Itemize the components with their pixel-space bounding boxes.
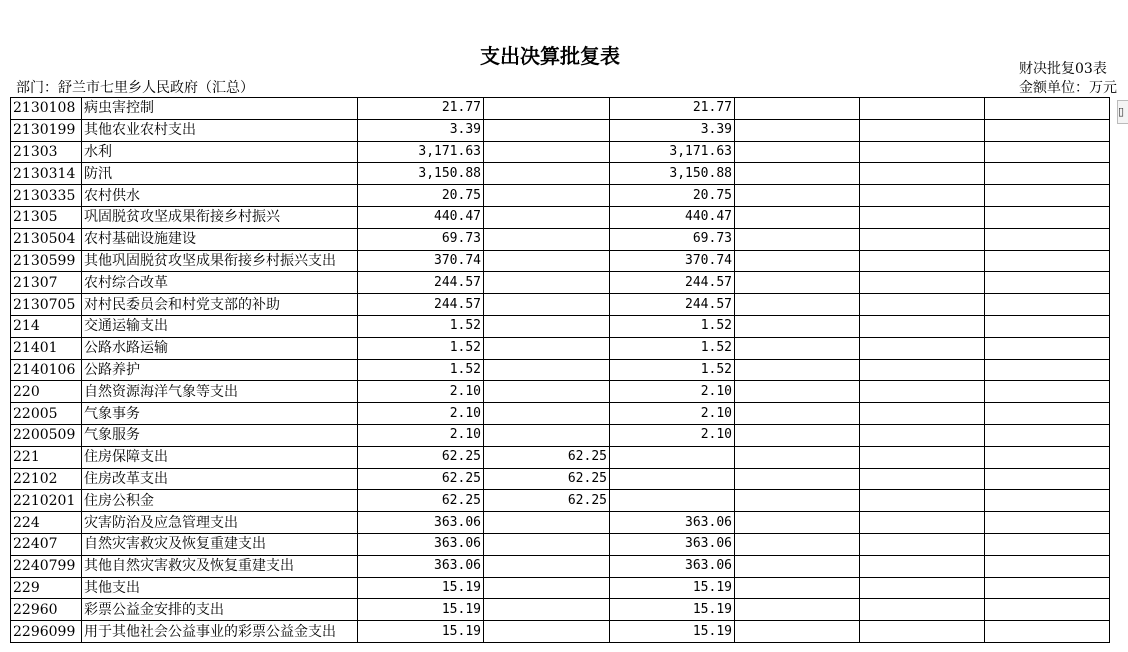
table-row xyxy=(11,446,1110,468)
account-name-cell: 住房保障支出 xyxy=(82,446,358,468)
account-code-cell: 21305 xyxy=(11,206,82,228)
amount-cell-5 xyxy=(860,294,985,316)
total-amount-cell: 21.77 xyxy=(358,98,484,120)
amount-cell-4 xyxy=(735,294,860,316)
basic-expenditure-cell: 62.25 xyxy=(484,446,610,468)
amount-cell-4 xyxy=(735,555,860,577)
amount-cell-6 xyxy=(985,272,1110,294)
amount-cell-4 xyxy=(735,98,860,120)
amount-cell-5 xyxy=(860,533,985,555)
amount-cell-5 xyxy=(860,98,985,120)
account-name-cell: 农村基础设施建设 xyxy=(82,228,358,250)
basic-expenditure-cell xyxy=(484,315,610,337)
amount-cell-4 xyxy=(735,446,860,468)
amount-cell-5 xyxy=(860,381,985,403)
account-code-cell: 2140106 xyxy=(11,359,82,381)
table-row xyxy=(11,359,1110,381)
amount-cell-4 xyxy=(735,163,860,185)
basic-expenditure-cell xyxy=(484,272,610,294)
total-amount-cell: 244.57 xyxy=(358,294,484,316)
total-amount-cell: 62.25 xyxy=(358,490,484,512)
amount-cell-5 xyxy=(860,185,985,207)
amount-cell-5 xyxy=(860,337,985,359)
amount-cell-4 xyxy=(735,337,860,359)
amount-cell-6 xyxy=(985,446,1110,468)
account-code-cell: 2200509 xyxy=(11,424,82,446)
total-amount-cell: 440.47 xyxy=(358,206,484,228)
project-expenditure-cell: 3,150.88 xyxy=(610,163,735,185)
basic-expenditure-cell xyxy=(484,250,610,272)
amount-cell-4 xyxy=(735,228,860,250)
amount-cell-5 xyxy=(860,424,985,446)
project-expenditure-cell xyxy=(610,490,735,512)
total-amount-cell: 15.19 xyxy=(358,577,484,599)
account-code-cell: 21401 xyxy=(11,337,82,359)
amount-cell-5 xyxy=(860,446,985,468)
account-code-cell: 2130108 xyxy=(11,98,82,120)
table-row xyxy=(11,228,1110,250)
project-expenditure-cell: 363.06 xyxy=(610,512,735,534)
table-row xyxy=(11,599,1110,621)
amount-cell-5 xyxy=(860,621,985,643)
amount-cell-4 xyxy=(735,599,860,621)
basic-expenditure-cell xyxy=(484,98,610,120)
basic-expenditure-cell xyxy=(484,294,610,316)
amount-cell-4 xyxy=(735,359,860,381)
amount-cell-5 xyxy=(860,315,985,337)
account-name-cell: 其他自然灾害救灾及恢复重建支出 xyxy=(82,555,358,577)
amount-cell-5 xyxy=(860,163,985,185)
amount-cell-5 xyxy=(860,359,985,381)
amount-cell-5 xyxy=(860,512,985,534)
account-code-cell: 2240799 xyxy=(11,555,82,577)
amount-cell-6 xyxy=(985,490,1110,512)
amount-cell-4 xyxy=(735,424,860,446)
project-expenditure-cell: 2.10 xyxy=(610,381,735,403)
account-name-cell: 其他农业农村支出 xyxy=(82,119,358,141)
project-expenditure-cell: 69.73 xyxy=(610,228,735,250)
table-row xyxy=(11,512,1110,534)
account-code-cell: 2130199 xyxy=(11,119,82,141)
table-row xyxy=(11,337,1110,359)
amount-cell-5 xyxy=(860,119,985,141)
project-expenditure-cell: 15.19 xyxy=(610,577,735,599)
project-expenditure-cell: 363.06 xyxy=(610,533,735,555)
amount-cell-4 xyxy=(735,621,860,643)
basic-expenditure-cell xyxy=(484,577,610,599)
account-name-cell: 公路养护 xyxy=(82,359,358,381)
amount-cell-5 xyxy=(860,403,985,425)
basic-expenditure-cell xyxy=(484,119,610,141)
project-expenditure-cell: 3.39 xyxy=(610,119,735,141)
total-amount-cell: 1.52 xyxy=(358,315,484,337)
amount-cell-6 xyxy=(985,533,1110,555)
total-amount-cell: 363.06 xyxy=(358,512,484,534)
project-expenditure-cell: 370.74 xyxy=(610,250,735,272)
table-row xyxy=(11,206,1110,228)
account-name-cell: 自然灾害救灾及恢复重建支出 xyxy=(82,533,358,555)
basic-expenditure-cell: 62.25 xyxy=(484,468,610,490)
table-row xyxy=(11,250,1110,272)
table-row xyxy=(11,272,1110,294)
total-amount-cell: 20.75 xyxy=(358,185,484,207)
amount-cell-5 xyxy=(860,141,985,163)
amount-cell-6 xyxy=(985,577,1110,599)
amount-cell-4 xyxy=(735,403,860,425)
table-row xyxy=(11,98,1110,120)
amount-cell-4 xyxy=(735,206,860,228)
basic-expenditure-cell xyxy=(484,163,610,185)
basic-expenditure-cell xyxy=(484,359,610,381)
account-name-cell: 其他支出 xyxy=(82,577,358,599)
account-code-cell: 2130599 xyxy=(11,250,82,272)
total-amount-cell: 370.74 xyxy=(358,250,484,272)
account-code-cell: 214 xyxy=(11,315,82,337)
basic-expenditure-cell xyxy=(484,512,610,534)
basic-expenditure-cell xyxy=(484,599,610,621)
account-code-cell: 21303 xyxy=(11,141,82,163)
amount-cell-6 xyxy=(985,250,1110,272)
account-name-cell: 自然资源海洋气象等支出 xyxy=(82,381,358,403)
account-code-cell: 2210201 xyxy=(11,490,82,512)
page-title: 支出决算批复表 xyxy=(480,44,620,68)
table-row xyxy=(11,185,1110,207)
amount-cell-4 xyxy=(735,533,860,555)
form-number-label: 财决批复03表 xyxy=(1019,61,1107,77)
amount-cell-6 xyxy=(985,512,1110,534)
project-expenditure-cell xyxy=(610,468,735,490)
account-name-cell: 彩票公益金安排的支出 xyxy=(82,599,358,621)
total-amount-cell: 1.52 xyxy=(358,337,484,359)
table-row xyxy=(11,468,1110,490)
account-name-cell: 用于其他社会公益事业的彩票公益金支出 xyxy=(82,621,358,643)
amount-cell-5 xyxy=(860,555,985,577)
total-amount-cell: 363.06 xyxy=(358,555,484,577)
account-code-cell: 22960 xyxy=(11,599,82,621)
amount-cell-6 xyxy=(985,228,1110,250)
account-code-cell: 21307 xyxy=(11,272,82,294)
amount-cell-4 xyxy=(735,185,860,207)
table-row xyxy=(11,141,1110,163)
account-name-cell: 灾害防治及应急管理支出 xyxy=(82,512,358,534)
amount-cell-6 xyxy=(985,163,1110,185)
amount-cell-6 xyxy=(985,599,1110,621)
basic-expenditure-cell xyxy=(484,403,610,425)
account-name-cell: 对村民委员会和村党支部的补助 xyxy=(82,294,358,316)
total-amount-cell: 2.10 xyxy=(358,403,484,425)
project-expenditure-cell: 363.06 xyxy=(610,555,735,577)
amount-cell-6 xyxy=(985,403,1110,425)
amount-cell-6 xyxy=(985,98,1110,120)
sheet-side-tab[interactable]: ▯ xyxy=(1117,100,1128,124)
total-amount-cell: 62.25 xyxy=(358,446,484,468)
amount-cell-4 xyxy=(735,141,860,163)
account-name-cell: 交通运输支出 xyxy=(82,315,358,337)
project-expenditure-cell: 15.19 xyxy=(610,621,735,643)
table-row xyxy=(11,294,1110,316)
amount-cell-4 xyxy=(735,250,860,272)
amount-cell-6 xyxy=(985,337,1110,359)
total-amount-cell: 244.57 xyxy=(358,272,484,294)
account-code-cell: 2130335 xyxy=(11,185,82,207)
total-amount-cell: 3.39 xyxy=(358,119,484,141)
amount-cell-4 xyxy=(735,315,860,337)
amount-unit-label: 金额单位：万元 xyxy=(1019,80,1117,96)
table-row xyxy=(11,555,1110,577)
amount-cell-5 xyxy=(860,228,985,250)
project-expenditure-cell: 244.57 xyxy=(610,294,735,316)
amount-cell-6 xyxy=(985,119,1110,141)
project-expenditure-cell xyxy=(610,446,735,468)
expenditure-table xyxy=(10,97,1110,643)
total-amount-cell: 2.10 xyxy=(358,381,484,403)
amount-cell-5 xyxy=(860,206,985,228)
amount-cell-6 xyxy=(985,294,1110,316)
account-name-cell: 住房改革支出 xyxy=(82,468,358,490)
table-row xyxy=(11,533,1110,555)
total-amount-cell: 363.06 xyxy=(358,533,484,555)
table-row xyxy=(11,424,1110,446)
amount-cell-5 xyxy=(860,599,985,621)
table-row xyxy=(11,490,1110,512)
basic-expenditure-cell xyxy=(484,381,610,403)
account-code-cell: 224 xyxy=(11,512,82,534)
account-name-cell: 病虫害控制 xyxy=(82,98,358,120)
table-row xyxy=(11,621,1110,643)
amount-cell-6 xyxy=(985,206,1110,228)
account-code-cell: 22407 xyxy=(11,533,82,555)
account-code-cell: 221 xyxy=(11,446,82,468)
total-amount-cell: 2.10 xyxy=(358,424,484,446)
amount-cell-4 xyxy=(735,272,860,294)
project-expenditure-cell: 2.10 xyxy=(610,403,735,425)
amount-cell-6 xyxy=(985,555,1110,577)
account-name-cell: 水利 xyxy=(82,141,358,163)
amount-cell-4 xyxy=(735,490,860,512)
account-name-cell: 农村供水 xyxy=(82,185,358,207)
amount-cell-5 xyxy=(860,272,985,294)
basic-expenditure-cell xyxy=(484,555,610,577)
project-expenditure-cell: 1.52 xyxy=(610,315,735,337)
account-code-cell: 22102 xyxy=(11,468,82,490)
amount-cell-6 xyxy=(985,315,1110,337)
project-expenditure-cell: 1.52 xyxy=(610,359,735,381)
amount-cell-6 xyxy=(985,424,1110,446)
account-code-cell: 2130705 xyxy=(11,294,82,316)
total-amount-cell: 62.25 xyxy=(358,468,484,490)
amount-cell-5 xyxy=(860,490,985,512)
amount-cell-6 xyxy=(985,185,1110,207)
total-amount-cell: 15.19 xyxy=(358,621,484,643)
table-row xyxy=(11,315,1110,337)
total-amount-cell: 3,150.88 xyxy=(358,163,484,185)
total-amount-cell: 3,171.63 xyxy=(358,141,484,163)
account-name-cell: 公路水路运输 xyxy=(82,337,358,359)
total-amount-cell: 69.73 xyxy=(358,228,484,250)
basic-expenditure-cell xyxy=(484,228,610,250)
project-expenditure-cell: 3,171.63 xyxy=(610,141,735,163)
amount-cell-6 xyxy=(985,359,1110,381)
basic-expenditure-cell xyxy=(484,337,610,359)
account-name-cell: 巩固脱贫攻坚成果衔接乡村振兴 xyxy=(82,206,358,228)
amount-cell-4 xyxy=(735,468,860,490)
amount-cell-4 xyxy=(735,119,860,141)
account-name-cell: 农村综合改革 xyxy=(82,272,358,294)
basic-expenditure-cell xyxy=(484,424,610,446)
project-expenditure-cell: 20.75 xyxy=(610,185,735,207)
project-expenditure-cell: 440.47 xyxy=(610,206,735,228)
table-row xyxy=(11,163,1110,185)
account-name-cell: 气象服务 xyxy=(82,424,358,446)
basic-expenditure-cell: 62.25 xyxy=(484,490,610,512)
amount-cell-6 xyxy=(985,621,1110,643)
account-code-cell: 2130504 xyxy=(11,228,82,250)
project-expenditure-cell: 1.52 xyxy=(610,337,735,359)
basic-expenditure-cell xyxy=(484,185,610,207)
project-expenditure-cell: 244.57 xyxy=(610,272,735,294)
account-name-cell: 其他巩固脱贫攻坚成果衔接乡村振兴支出 xyxy=(82,250,358,272)
account-code-cell: 220 xyxy=(11,381,82,403)
amount-cell-5 xyxy=(860,577,985,599)
basic-expenditure-cell xyxy=(484,141,610,163)
basic-expenditure-cell xyxy=(484,621,610,643)
account-name-cell: 住房公积金 xyxy=(82,490,358,512)
table-row xyxy=(11,381,1110,403)
account-name-cell: 防汛 xyxy=(82,163,358,185)
amount-cell-4 xyxy=(735,512,860,534)
total-amount-cell: 1.52 xyxy=(358,359,484,381)
account-code-cell: 2296099 xyxy=(11,621,82,643)
project-expenditure-cell: 21.77 xyxy=(610,98,735,120)
amount-cell-6 xyxy=(985,381,1110,403)
account-code-cell: 22005 xyxy=(11,403,82,425)
amount-cell-6 xyxy=(985,141,1110,163)
account-code-cell: 229 xyxy=(11,577,82,599)
table-row xyxy=(11,403,1110,425)
basic-expenditure-cell xyxy=(484,206,610,228)
amount-cell-6 xyxy=(985,468,1110,490)
amount-cell-5 xyxy=(860,468,985,490)
account-name-cell: 气象事务 xyxy=(82,403,358,425)
table-row xyxy=(11,119,1110,141)
basic-expenditure-cell xyxy=(484,533,610,555)
amount-cell-4 xyxy=(735,381,860,403)
total-amount-cell: 15.19 xyxy=(358,599,484,621)
project-expenditure-cell: 2.10 xyxy=(610,424,735,446)
project-expenditure-cell: 15.19 xyxy=(610,599,735,621)
department-label: 部门：舒兰市七里乡人民政府（汇总） xyxy=(16,80,254,96)
amount-cell-4 xyxy=(735,577,860,599)
table-row xyxy=(11,577,1110,599)
account-code-cell: 2130314 xyxy=(11,163,82,185)
amount-cell-5 xyxy=(860,250,985,272)
